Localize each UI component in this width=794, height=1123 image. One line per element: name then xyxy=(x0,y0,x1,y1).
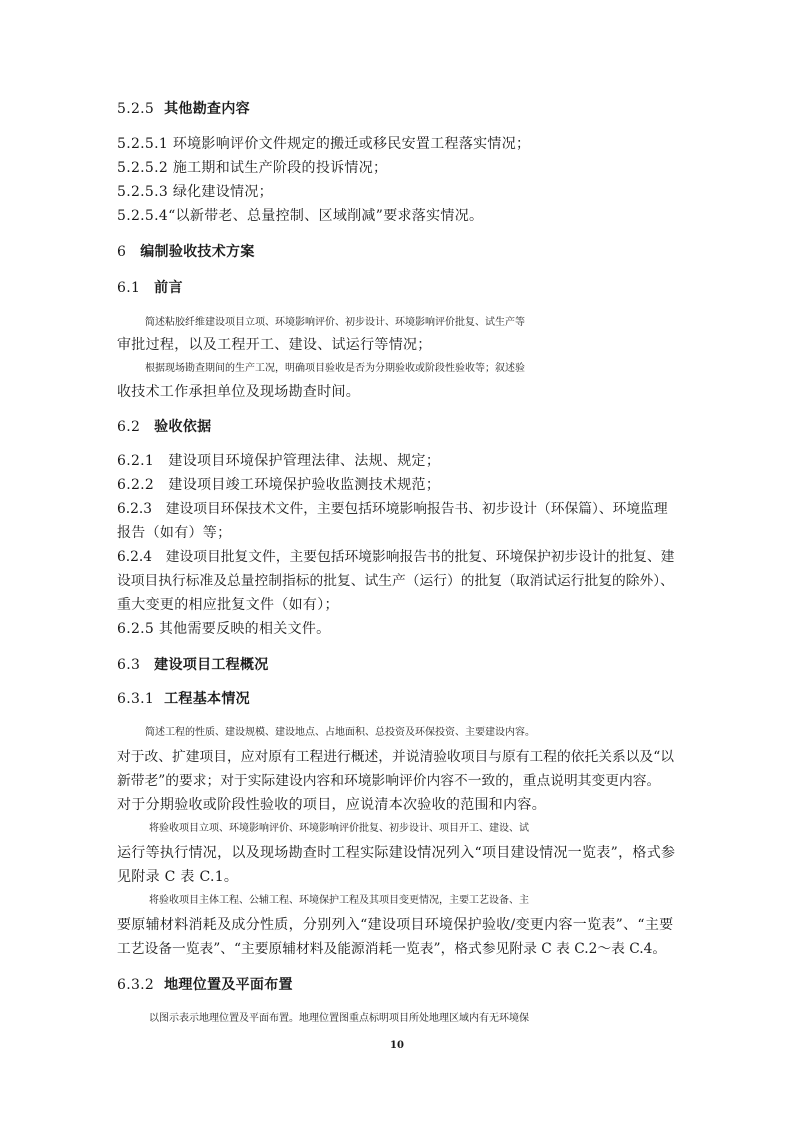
section-heading-6-3-1: 6.3.1 工程基本情况 xyxy=(117,691,250,707)
paragraph-line: 要原辅材料消耗及成分性质，分别列入“建设项目环境保护验收/变更内容一览表”、“主要 xyxy=(117,917,674,933)
paragraph-line: 简述粘胶纤维建设项目立项、环境影响评价、初步设计、环境影响评价批复、试生产等 xyxy=(145,317,525,328)
paragraph-line: 对于分期验收或阶段性验收的项目，应说清本次验收的范围和内容。 xyxy=(117,797,546,813)
page-number: 10 xyxy=(390,1040,404,1051)
paragraph-line: 将验收项目主体工程、公辅工程、环境保护工程及其项目变更情况，主要工艺设备、主 xyxy=(149,895,529,906)
paragraph-line: 以图示表示地理位置及平面布置。地理位置图重点标明项目所处地理区域内有无环境保 xyxy=(149,1013,529,1024)
paragraph-line: 报告（如有）等； xyxy=(117,525,232,541)
paragraph-line: 6.2.3 建设项目环保技术文件，主要包括环境影响报告书、初步设计（环保篇）、环境监理 xyxy=(117,501,668,517)
paragraph-line: 将验收项目立项、环境影响评价、环境影响评价批复、初步设计、项目开工、建设、试 xyxy=(149,823,529,834)
paragraph-line: 5.2.5.3 绿化建设情况； xyxy=(117,184,273,200)
paragraph-line: 审批过程，以及工程开工、建设、试运行等情况； xyxy=(117,337,432,353)
section-heading-6: 6 编制验收技术方案 xyxy=(117,244,255,260)
paragraph-line: 6.2.1 建设项目环境保护管理法律、法规、规定； xyxy=(117,453,441,469)
paragraph-line: 见附录 C 表 C.1。 xyxy=(117,869,239,885)
paragraph-line: 收技术工作承担单位及现场勘查时间。 xyxy=(117,384,361,400)
section-heading-6-3: 6.3 建设项目工程概况 xyxy=(117,657,269,673)
section-heading-6-3-2: 6.3.2 地理位置及平面布置 xyxy=(117,977,293,993)
paragraph-line: 工艺设备一览表”、“主要原辅材料及能源消耗一览表”，格式参见附录 C 表 C.2～表 C.4。 xyxy=(117,941,667,957)
paragraph-line: 5.2.5.2 施工期和试生产阶段的投诉情况； xyxy=(117,160,388,176)
paragraph-line: 根据现场勘查期间的生产工况，明确项目验收是否为分期验收或阶段性验收等；叙述验 xyxy=(145,363,525,374)
paragraph-line: 新带老”的要求；对于实际建设内容和环境影响评价内容不一致的，重点说明其变更内容。 xyxy=(117,773,661,789)
paragraph-line: 重大变更的相应批复文件（如有）； xyxy=(117,597,339,613)
section-heading-6-2: 6.2 验收依据 xyxy=(117,419,212,435)
paragraph-line: 6.2.4 建设项目批复文件，主要包括环境影响报告书的批复、环境保护初步设计的批复、建 xyxy=(117,549,675,565)
paragraph-line: 设项目执行标准及总量控制指标的批复、试生产（运行）的批复（取消试运行批复的除外）、 xyxy=(117,573,674,589)
paragraph-line: 对于改、扩建项目，应对原有工程进行概述，并说清验收项目与原有工程的依托关系以及“以 xyxy=(117,749,675,765)
paragraph-line: 运行等执行情况，以及现场勘查时工程实际建设情况列入“项目建设情况一览表”，格式参 xyxy=(117,845,676,861)
section-heading-5-2-5: 5.2.5 其他勘查内容 xyxy=(117,101,250,117)
paragraph-line: 简述工程的性质、建设规模、建设地点、占地面积、总投资及环保投资、主要建设内容。 xyxy=(145,727,535,738)
paragraph-line: 6.2.2 建设项目竣工环境保护验收监测技术规范； xyxy=(117,477,441,493)
paragraph-line: 5.2.5.4“以新带老、总量控制、区域削减”要求落实情况。 xyxy=(117,208,484,224)
section-heading-6-1: 6.1 前言 xyxy=(117,280,183,296)
paragraph-line: 6.2.5 其他需要反映的相关文件。 xyxy=(117,621,331,637)
paragraph-line: 5.2.5.1 环境影响评价文件规定的搬迁或移民安置工程落实情况； xyxy=(117,136,531,152)
